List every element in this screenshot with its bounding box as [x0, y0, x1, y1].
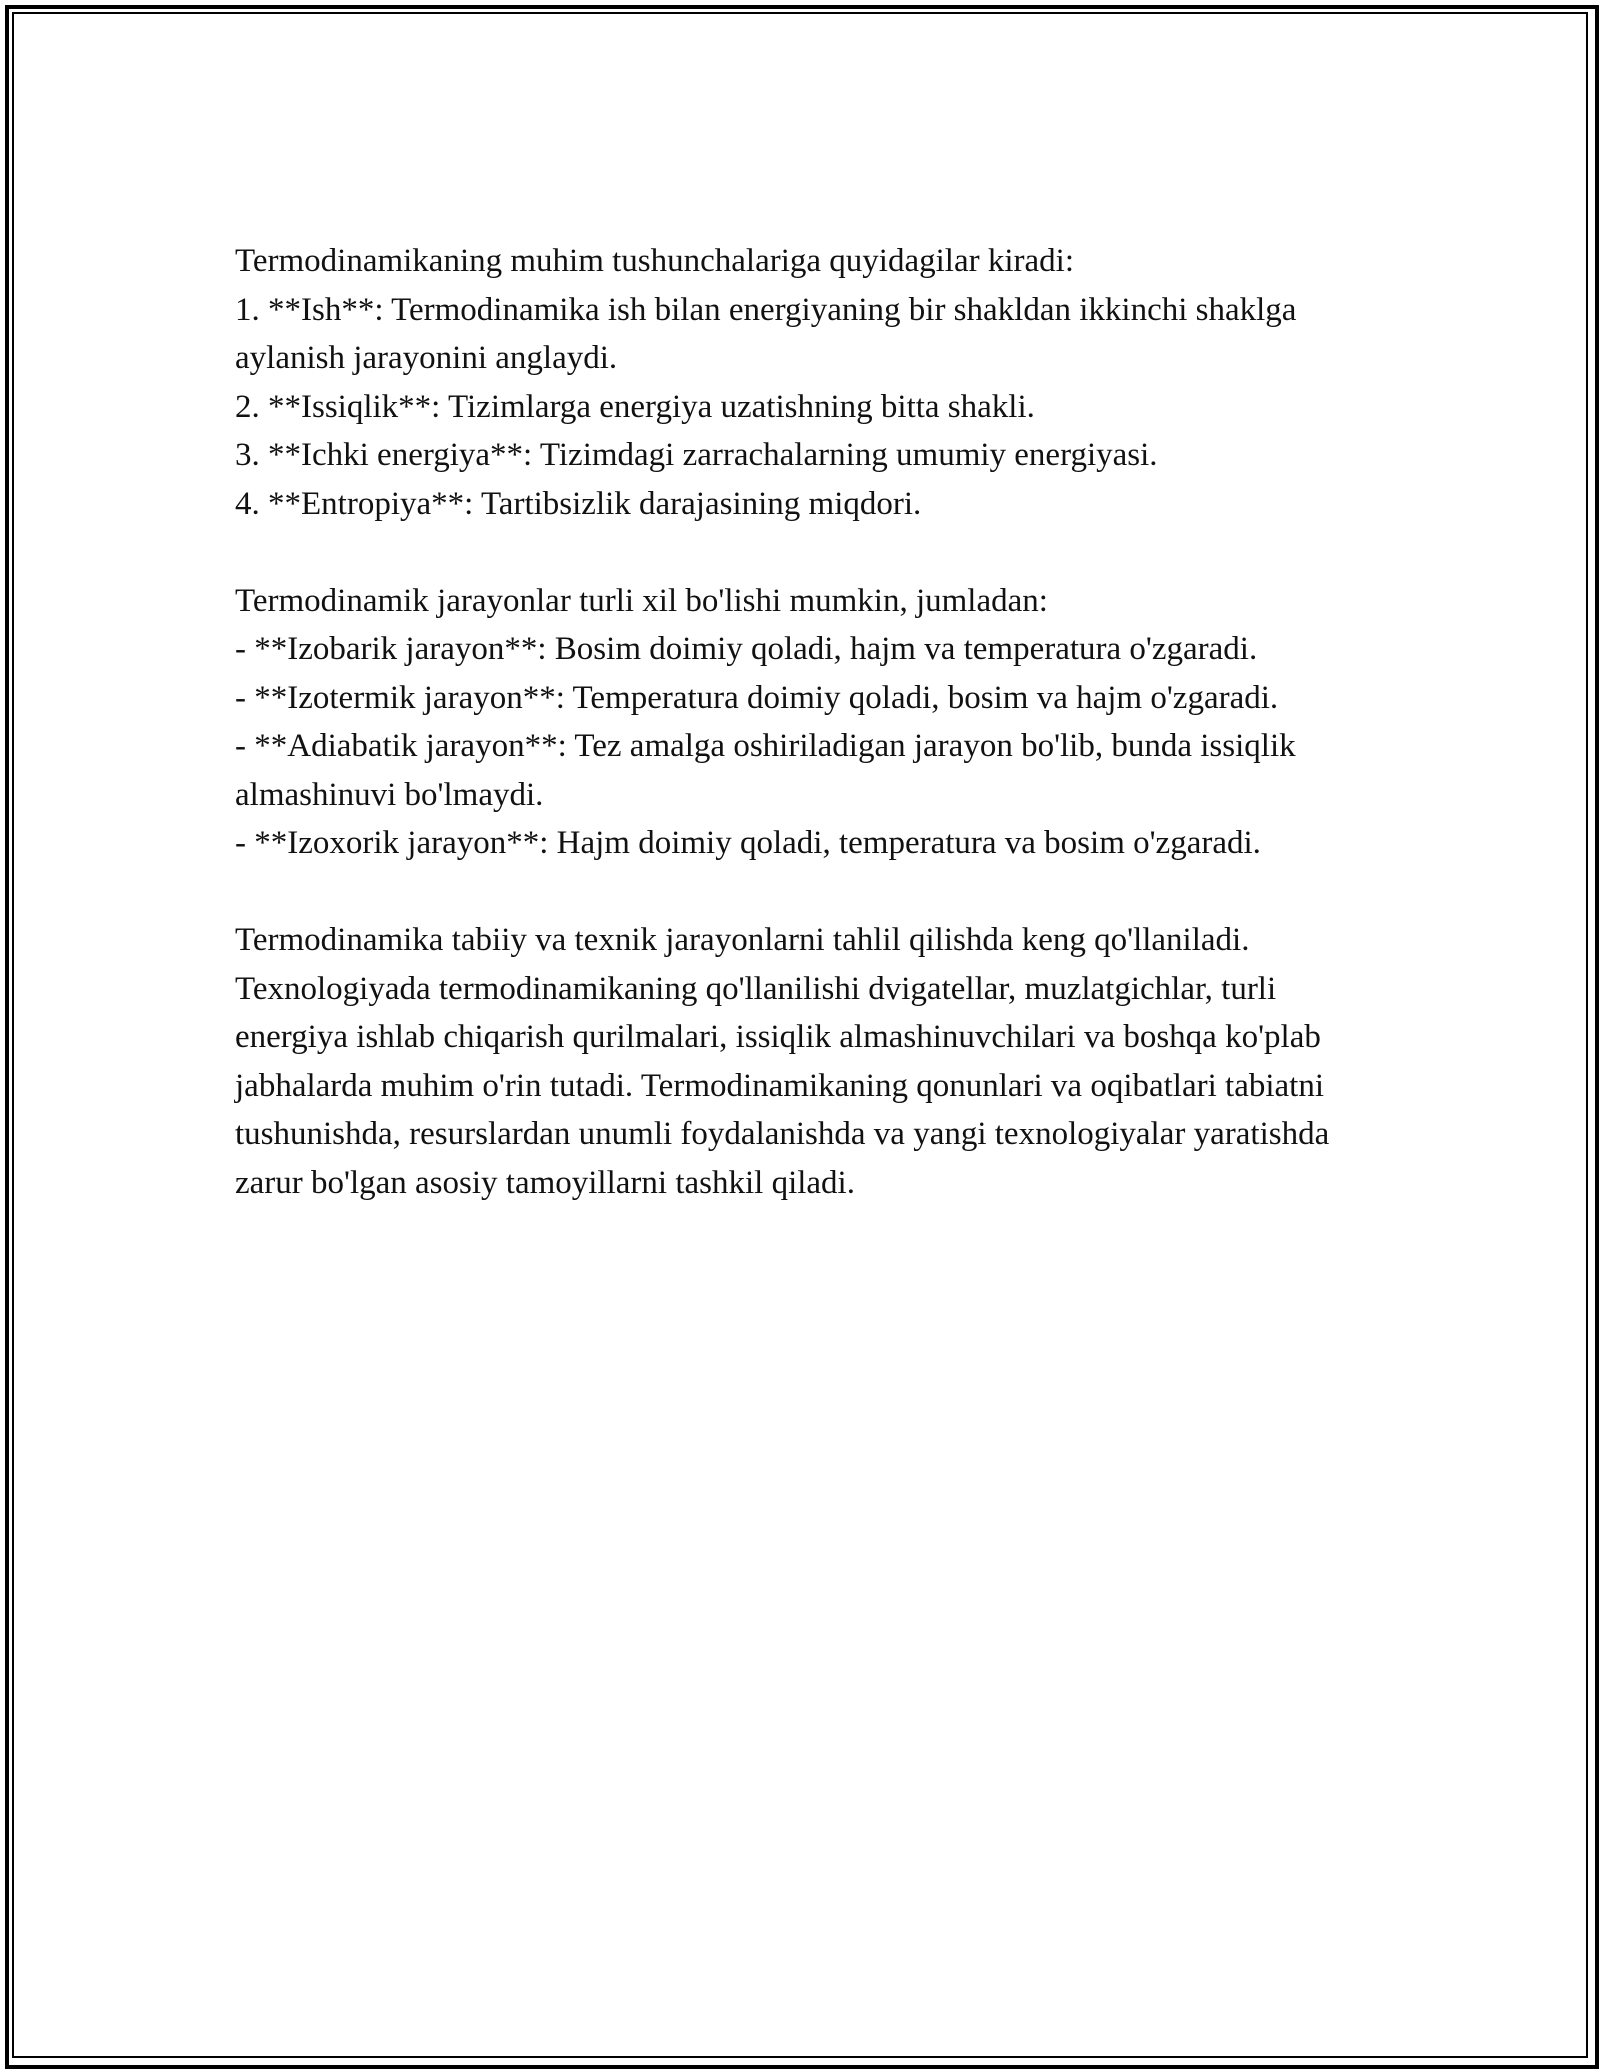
processes-intro: Termodinamik jarayonlar turli xil bo'lishi mumkin, jumladan:: [235, 582, 1048, 619]
list-item-izobarik: - **Izobarik jarayon**: Bosim doimiy qoladi, hajm va temperatura o'zgaradi.: [235, 631, 1258, 667]
document-body: [235, 237, 1385, 1256]
list-item-ish: 1. **Ish**: Termodinamika ish bilan energiyaning bir shakldan ikkinchi shaklga aylanish jarayonini anglaydi.: [235, 291, 1305, 376]
applications-text: Termodinamika tabiiy va texnik jarayonlarni tahlil qilishda keng qo'llaniladi. Texnologiyada termodinamikaning qo'llanilishi dvigatellar, muzlatgichlar, turli energiya ishlab chiqarish qurilmalari, issiqlik almashinuvchilari va boshqa ko'plab jabhalarda muhim o'rin tutadi. Termodinamikaning qonunlari va oqibatlari tabiatni tushunishda, resurslardan unumli foydalanishda va yangi texnologiyalar yaratishda zarur bo'lgan asosiy tamoyillarni tashkil qiladi.: [235, 922, 1338, 1201]
paragraph-concepts: [235, 237, 1385, 528]
paragraph-applications: [235, 916, 1385, 1207]
paragraph-processes: [235, 577, 1385, 868]
concepts-intro: Termodinamikaning muhim tushunchalariga quyidagilar kiradi:: [235, 243, 1074, 279]
list-item-issiqlik: 2. **Issiqlik**: Tizimlarga energiya uzatishning bitta shakli.: [235, 388, 1035, 425]
list-item-adiabatik: - **Adiabatik jarayon**: Tez amalga oshiriladigan jarayon bo'lib, bunda issiqlik almashinuvi bo'lmaydi.: [235, 728, 1304, 813]
list-item-ichki-energiya: 3. **Ichki energiya**: Tizimdagi zarrachalarning umumiy energiyasi.: [235, 437, 1158, 473]
list-item-izoxorik: - **Izoxorik jarayon**: Hajm doimiy qoladi, temperatura va bosim o'zgaradi.: [235, 825, 1261, 861]
list-item-entropiya: 4. **Entropiya**: Tartibsizlik darajasining miqdori.: [235, 485, 922, 522]
list-item-izotermik: - **Izotermik jarayon**: Temperatura doimiy qoladi, bosim va hajm o'zgaradi.: [235, 679, 1279, 716]
